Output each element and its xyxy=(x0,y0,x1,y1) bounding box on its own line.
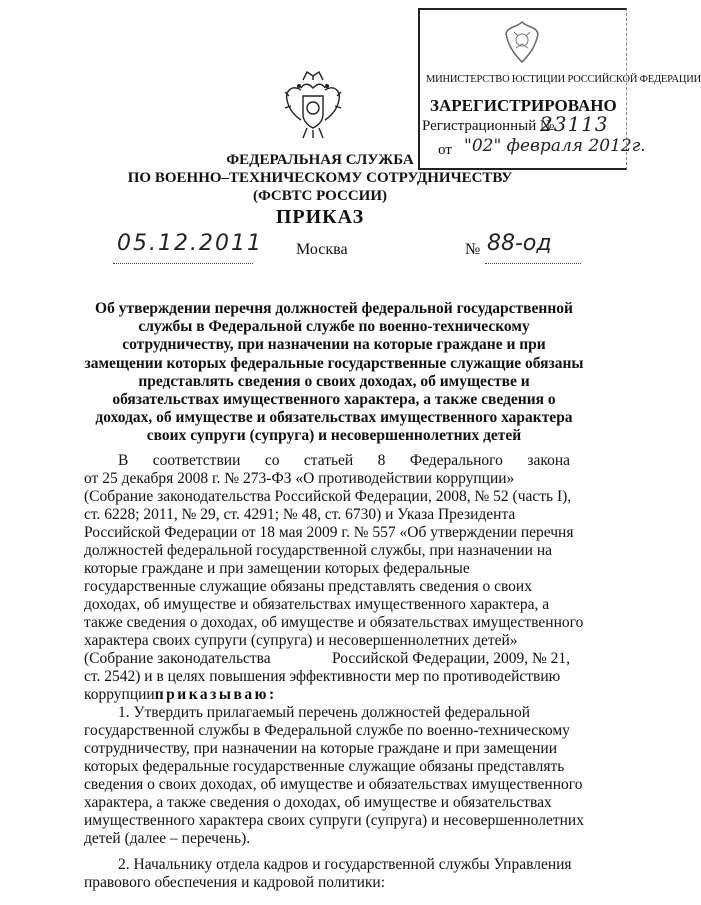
subject-line: доходах, об имуществе и обязательствах имущественного характера xyxy=(95,409,573,427)
body-line-16: государственной службы в Федеральной службе по военно-техническому xyxy=(84,722,570,739)
body-line-23: 2. Начальнику отдела кадров и государственной службы Управления xyxy=(118,856,572,873)
order-subject xyxy=(60,300,608,446)
subject-line: обязательствах имущественного характера, а также сведения о xyxy=(112,391,556,409)
agency-abbreviation: (ФСВТС РОССИИ) xyxy=(252,188,388,204)
body-line-15: 1. Утвердить прилагаемый перечень должностей федеральной xyxy=(118,704,530,721)
double-headed-eagle-emblem xyxy=(281,66,345,142)
order-number: 88-од xyxy=(487,231,552,256)
body-line-19: сведения о своих доходах, об имуществе и обязательствах имущественного xyxy=(84,776,583,793)
body-line-13: ст. 2542) и в целях повышения эффективности мер по противодействию xyxy=(84,668,561,685)
word: закона xyxy=(527,452,570,469)
subject-line: службы в Федеральной службе по военно-техническому xyxy=(138,318,530,336)
city: Москва xyxy=(296,241,348,258)
subject-line: Об утверждении перечня должностей федеральной государственной xyxy=(95,300,573,317)
subject-line: своих супруги (супруга) и несовершеннолетних детей xyxy=(146,427,522,445)
agency-name-line1: ФЕДЕРАЛЬНАЯ СЛУЖБА xyxy=(226,152,414,168)
word: со xyxy=(264,452,280,469)
subject-line: сотрудничеству, при назначении на которые граждане и при xyxy=(122,336,546,354)
body-line-4: ст. 6228; 2011, № 29, ст. 4291; № 48, ст. 6730) и Указа Президента xyxy=(84,506,516,523)
word: 8 xyxy=(377,452,386,469)
number-underline xyxy=(485,263,581,264)
body-line-8: государственные служащие обязаны представлять сведения о своих xyxy=(84,578,532,595)
body-line-17: сотрудничеству, при назначении на которые граждане и при замещении xyxy=(84,740,557,757)
text-fragment: (Собрание законодательства xyxy=(84,650,271,667)
body-line-10: также сведения о доходах, об имуществе и обязательствах имущественного xyxy=(84,614,584,631)
word: В xyxy=(118,452,129,469)
stamp-reg-label: Регистрационный № xyxy=(422,118,555,134)
text-fragment: коррупции xyxy=(84,686,155,703)
body-line-12 xyxy=(84,650,570,668)
subject-line: замещении которых федеральные государственные служащие обязаны xyxy=(84,354,584,372)
body-line-6: должностей федеральной государственной службы, при назначении на xyxy=(84,542,553,559)
registration-stamp xyxy=(418,8,701,170)
stamp-date-prefix: от xyxy=(438,142,452,158)
coat-of-arms-icon xyxy=(502,18,542,66)
body-line-7: которые граждане и при замещении которых федеральные xyxy=(84,560,470,577)
body-line-24: правового обеспечения и кадровой политики: xyxy=(84,874,386,891)
document-type: ПРИКАЗ xyxy=(275,206,365,228)
agency-name-line2: ПО ВОЕННО–ТЕХНИЧЕСКОМУ СОТРУДНИЧЕСТВУ xyxy=(127,170,513,186)
body-line-18: которых федеральные государственные служащие обязаны представлять xyxy=(84,758,565,775)
word: Федерального xyxy=(409,452,503,469)
number-sign: № xyxy=(465,241,481,258)
body-line-11: характера своих супруги (супруга) и несовершеннолетних детей» xyxy=(84,632,518,649)
stamp-ministry: МИНИСТЕРСТВО ЮСТИЦИИ РОССИЙСКОЙ ФЕДЕРАЦИИ xyxy=(426,74,701,85)
body-line-21: имущественного характера своих супруги (супруга) и несовершеннолетних xyxy=(84,812,584,829)
body-line-1 xyxy=(118,452,570,470)
date-underline xyxy=(113,263,253,264)
body-line-3: (Собрание законодательства Российской Федерации, 2008, № 52 (часть I), xyxy=(84,488,572,505)
stamp-registered: ЗАРЕГИСТРИРОВАНО xyxy=(430,96,617,115)
stamp-date-value: "02" февраля 2012г. xyxy=(464,136,646,156)
subject-line: представлять сведения о своих доходах, об имуществе и xyxy=(138,372,530,390)
order-date: 05.12.2011 xyxy=(117,231,263,256)
body-line-14 xyxy=(84,686,570,704)
body-line-2: от 25 декабря 2008 г. № 273-ФЗ «О противодействии коррупции» xyxy=(84,470,515,487)
word: соответствии xyxy=(152,452,241,469)
stamp-reg-number: 23113 xyxy=(540,112,609,136)
text-fragment: Российской Федерации, 2009, № 21, xyxy=(331,650,570,667)
body-line-20: характера, а также сведения о доходах, об имуществе и обязательствах xyxy=(84,794,552,811)
word: статьей xyxy=(303,452,354,469)
body-line-9: доходах, об имуществе и обязательствах имущественного характера, а xyxy=(84,596,550,613)
body-line-22: детей (далее – перечень). xyxy=(84,830,251,847)
body-line-5: Российской Федерации от 18 мая 2009 г. № 557 «Об утверждении перечня xyxy=(84,524,574,541)
order-verb: приказываю: xyxy=(154,686,277,703)
